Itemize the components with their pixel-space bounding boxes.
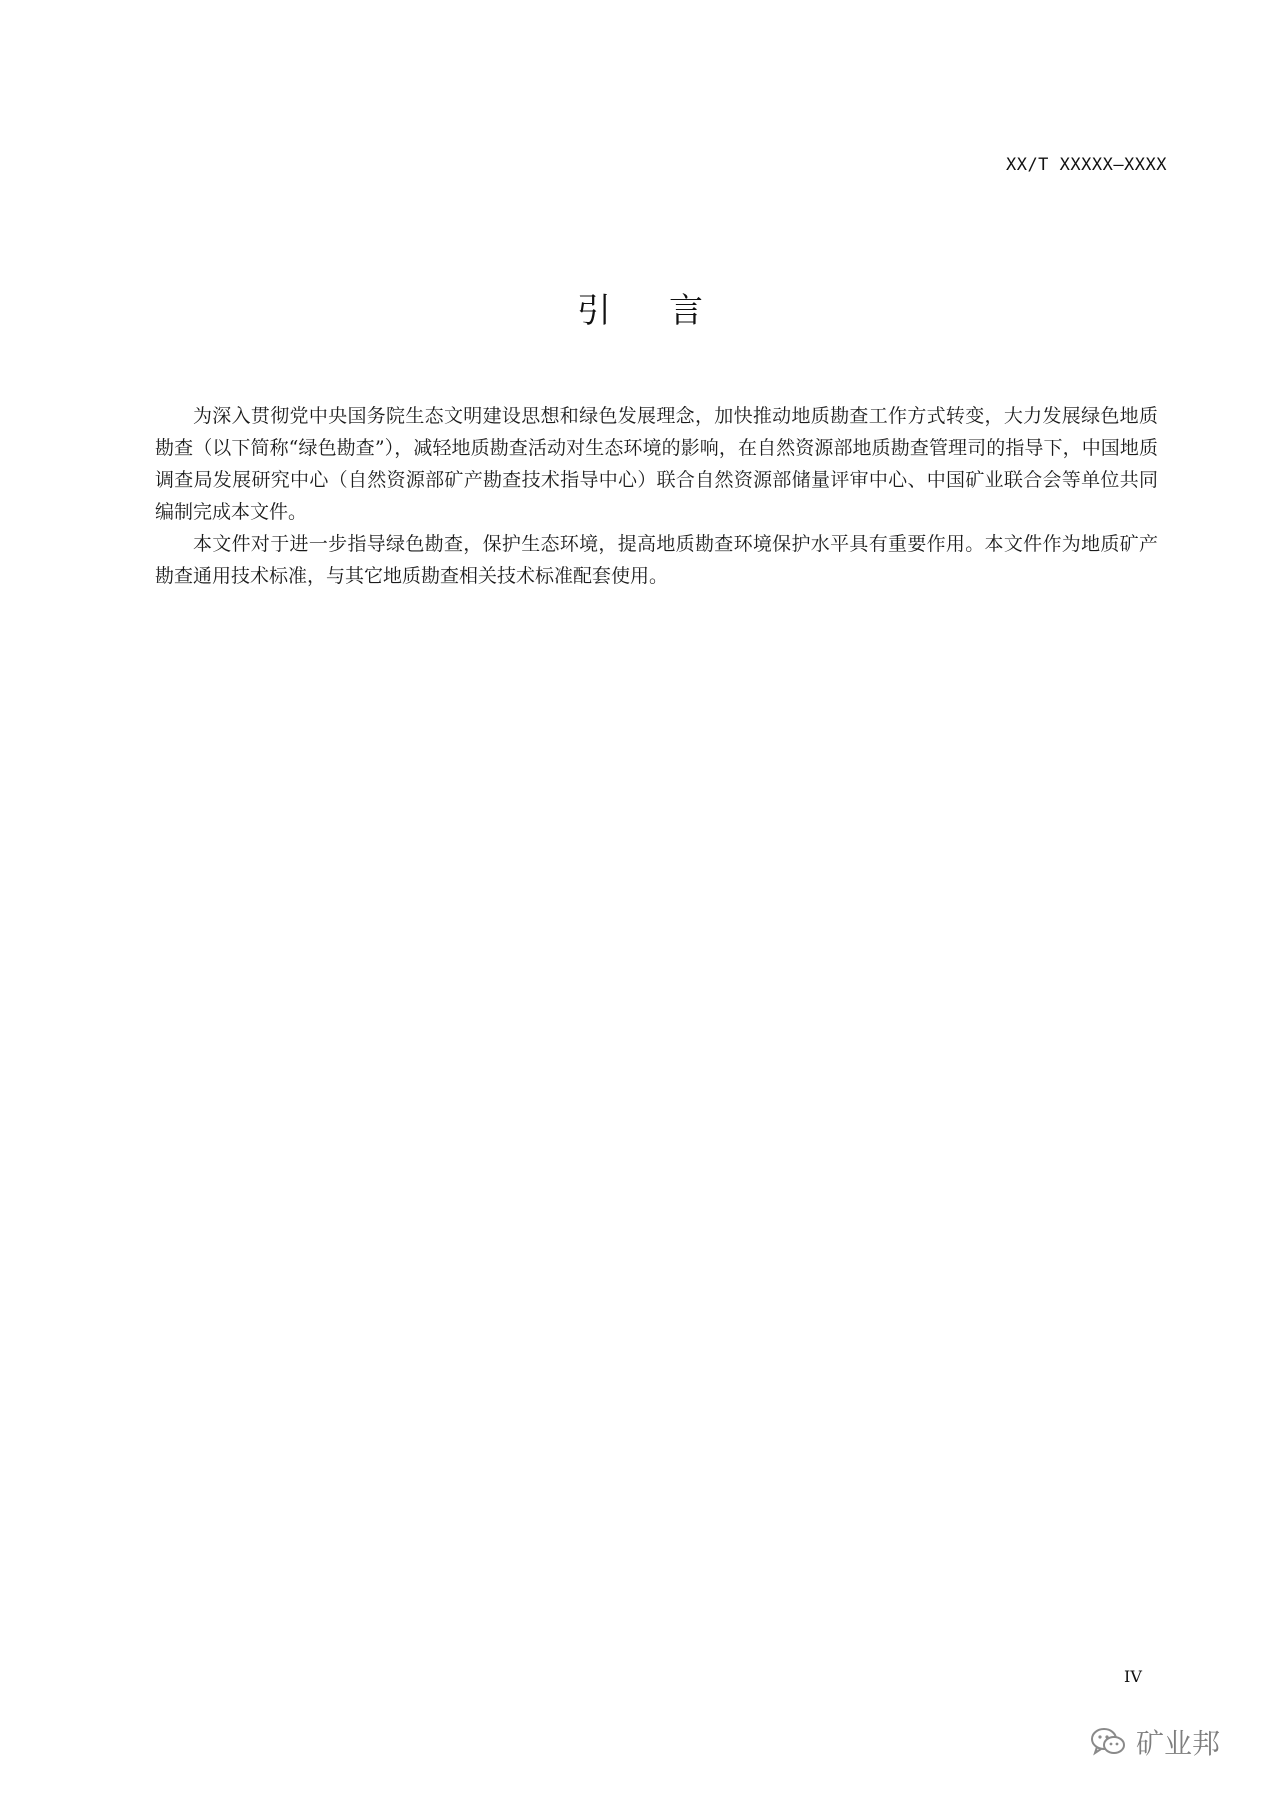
paragraph: 本文件对于进一步指导绿色勘查，保护生态环境，提高地质勘查环境保护水平具有重要作用。本文件作为地质矿产勘查通用技术标准，与其它地质勘查相关技术标准配套使用。	[155, 533, 1158, 587]
page-title	[0, 283, 1280, 332]
watermark	[1090, 1722, 1220, 1762]
page-number: IV	[1124, 1667, 1142, 1686]
title-char-1: 引	[577, 291, 611, 331]
watermark-text: 矿业邦	[1136, 1727, 1221, 1760]
body-text	[155, 400, 1158, 592]
title-char-2: 言	[669, 291, 703, 331]
wechat-icon	[1090, 1727, 1126, 1757]
standard-number: XX/T XXXXX—XXXX	[1005, 155, 1167, 175]
paragraph: 为深入贯彻党中央国务院生态文明建设思想和绿色发展理念，加快推动地质勘查工作方式转变，大力发展绿色地质勘查（以下简称“绿色勘查”），减轻地质勘查活动对生态环境的影响，在自然资源部地质勘查管理司的指导下，中国地质调查局发展研究中心（自然资源部矿产勘查技术指导中心）联合自然资源部储量评审中心、中国矿业联合会等单位共同编制完成本文件。	[155, 405, 1158, 523]
